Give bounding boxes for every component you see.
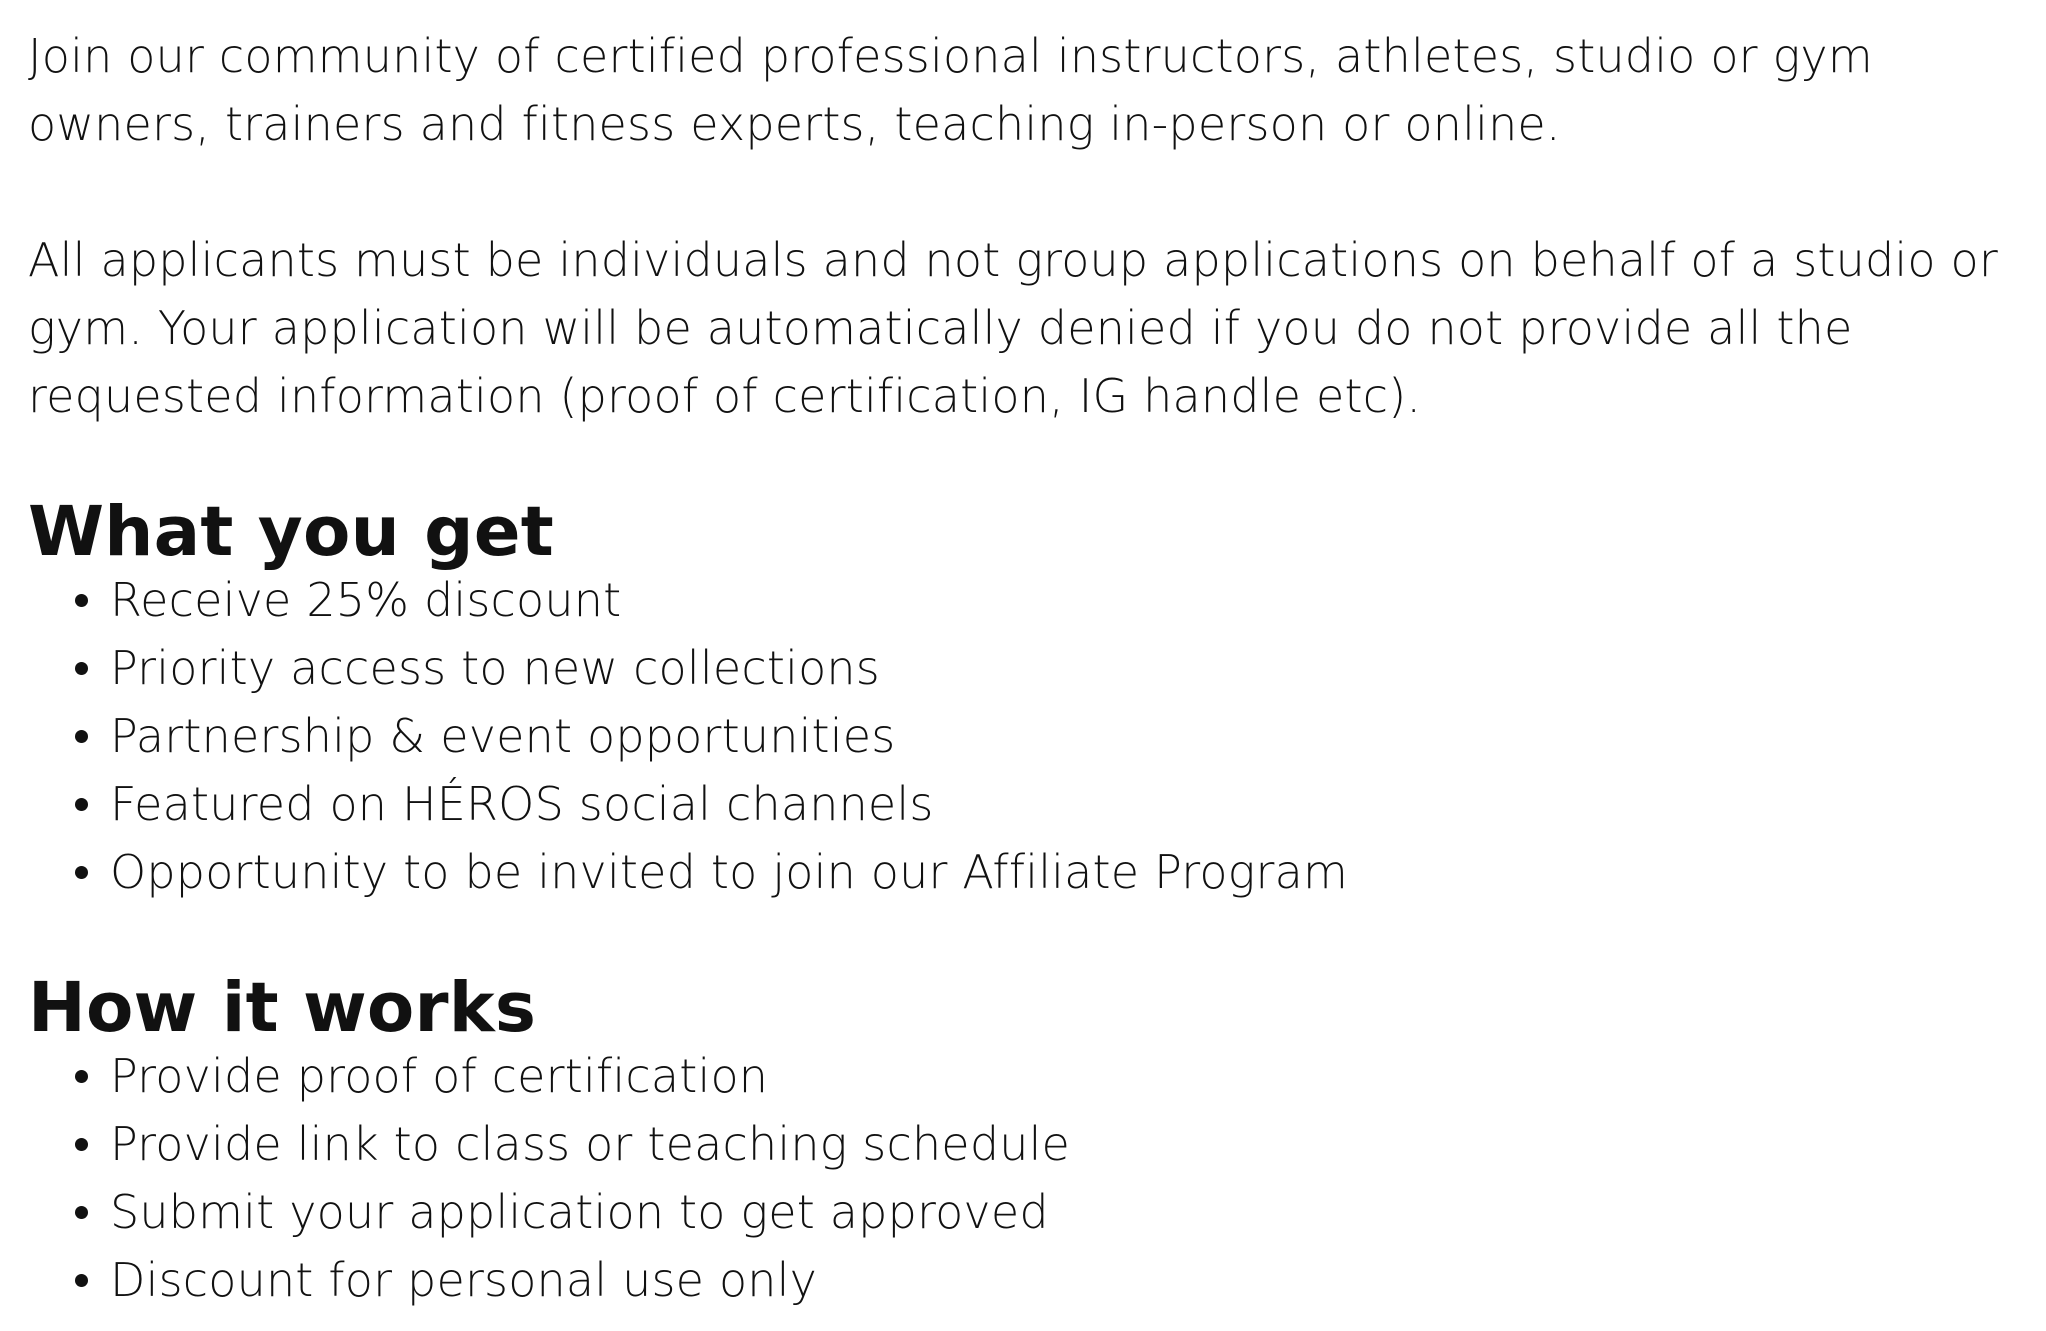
list-item-text: Discount for personal use only: [110, 1253, 818, 1307]
benefits-list: [28, 566, 2018, 906]
bullet-icon: [75, 1274, 88, 1287]
list-item: [28, 1110, 2018, 1178]
bullet-icon: [75, 730, 88, 743]
bullet-icon: [75, 1070, 88, 1083]
intro-paragraph-community: Join our community of certified professional instructors, athletes, studio or gym owners, trainers and fitness experts, teaching in-person or online.: [28, 29, 1873, 151]
list-item-text: Opportunity to be invited to join our Affiliate Program: [110, 845, 1348, 899]
how-it-works-heading: How it works: [28, 968, 537, 1048]
list-item-text: Receive 25% discount: [110, 573, 622, 627]
list-item-text: Priority access to new collections: [110, 641, 880, 695]
list-item: [28, 566, 2018, 634]
process-list: [28, 1042, 2018, 1314]
list-item: [28, 770, 2018, 838]
list-item: [28, 1178, 2018, 1246]
list-item: [28, 634, 2018, 702]
list-item-text: Provide link to class or teaching schedule: [110, 1117, 1071, 1171]
list-item: [28, 702, 2018, 770]
bullet-icon: [75, 1138, 88, 1151]
bullet-icon: [75, 1206, 88, 1219]
bullet-icon: [75, 798, 88, 811]
intro-paragraph-requirements: All applicants must be individuals and not group applications on behalf of a studio or gym. Your application will be automatically denied if you do not provide all the requested information (proof of certification, IG handle etc).: [28, 233, 1998, 423]
what-you-get-heading: What you get: [28, 492, 554, 572]
list-item-text: Provide proof of certification: [110, 1049, 769, 1103]
list-item-text: Partnership & event opportunities: [110, 709, 896, 763]
bullet-icon: [75, 594, 88, 607]
list-item-text: Submit your application to get approved: [110, 1185, 1049, 1239]
bullet-icon: [75, 662, 88, 675]
list-item: [28, 838, 2018, 906]
bullet-icon: [75, 866, 88, 879]
program-description: [28, 22, 2018, 1314]
list-item-text: Featured on HÉROS social channels: [110, 777, 934, 831]
list-item: [28, 1042, 2018, 1110]
list-item: [28, 1246, 2018, 1314]
